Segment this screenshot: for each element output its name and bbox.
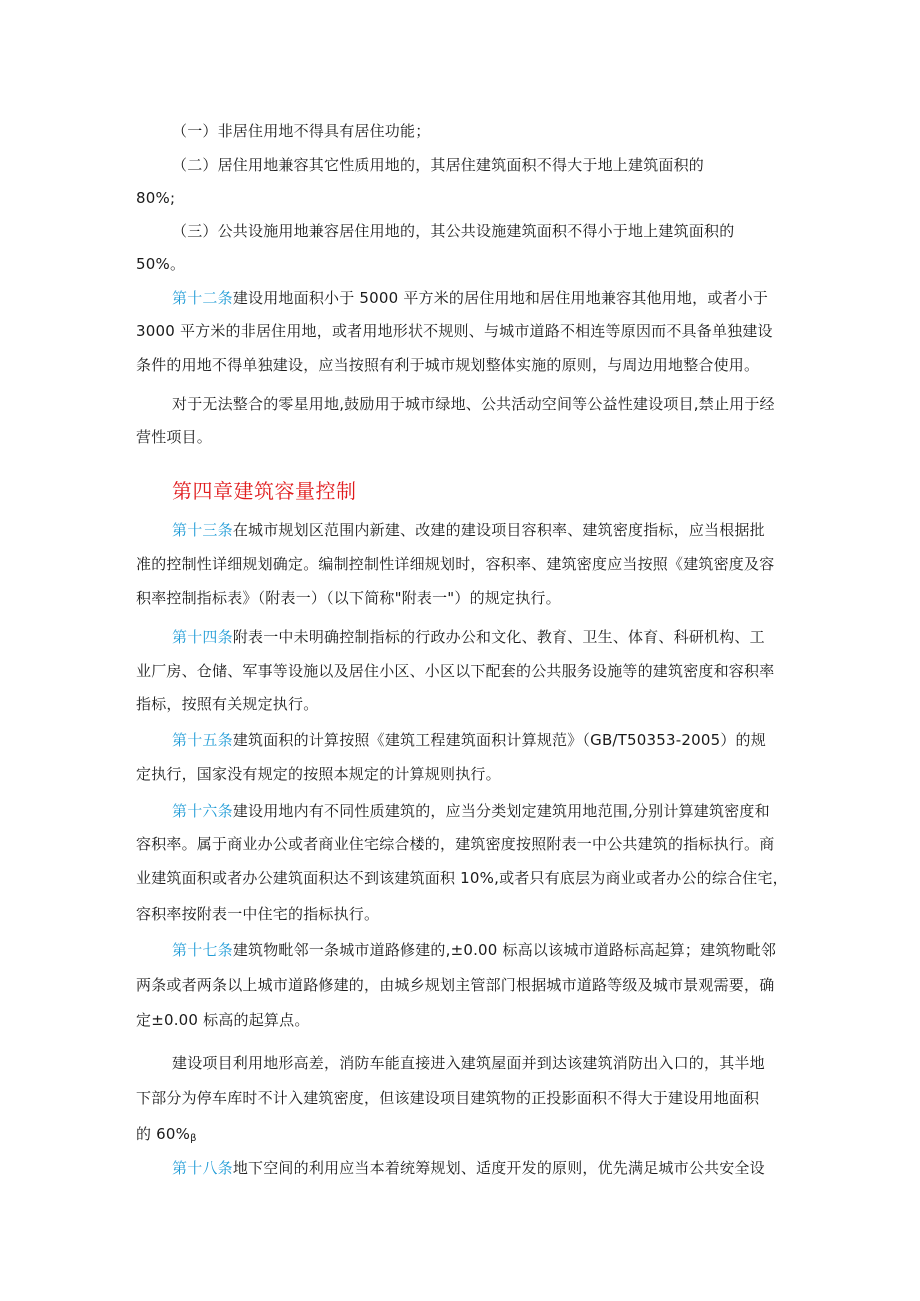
item-3-line-2: 50%。: [136, 255, 186, 273]
article-16-text: 建设用地内有不同性质建筑的，应当分类划定建筑用地范围,分别计算建筑密度和: [232, 802, 770, 820]
article-16-line-2: 容积率。属于商业办公或者商业住宅综合楼的，建筑密度按照附表一中公共建筑的指标执行。商: [136, 835, 775, 853]
article-16-line-1: [172, 801, 832, 821]
article-14-label: 第十四条: [172, 628, 233, 646]
article-12-line-2: 3000 平方米的非居住用地，或者用地形状不规则、与城市道路不相连等原因而不具备单独建设: [136, 322, 773, 340]
article-12-label: 第十二条: [172, 289, 233, 307]
article-14-line-2: 业厂房、仓储、军事等设施以及居住小区、小区以下配套的公共服务设施等的建筑密度和容积率: [136, 662, 775, 680]
terrain-para-line-3: [136, 1124, 796, 1149]
chapter-4-heading: 第四章建筑容量控制: [172, 479, 357, 503]
article-18-text: 地下空间的利用应当本着统筹规划、适度开发的原则，优先满足城市公共安全设: [232, 1159, 765, 1177]
item-1: （一）非居住用地不得具有居住功能；: [172, 122, 431, 140]
terrain-para-subscript: β: [190, 1133, 197, 1144]
article-16-line-4: 容积率按附表一中住宅的指标执行。: [136, 905, 380, 923]
article-14-line-3: 指标，按照有关规定执行。: [136, 695, 319, 713]
article-13-line-2: 准的控制性详细规划确定。编制控制性详细规划时，容积率、建筑密度应当按照《建筑密度及容: [136, 555, 775, 573]
article-14-text: 附表一中未明确控制指标的行政办公和文化、教育、卫生、体育、科研机构、工: [232, 628, 765, 646]
article-16-line-3: 业建筑面积或者办公建筑面积达不到该建筑面积 10%,或者只有底层为商业或者办公的综合住宅，: [136, 869, 788, 887]
article-17-line-3: 定±0.00 标高的起算点。: [136, 1011, 310, 1029]
article-17-label: 第十七条: [172, 941, 233, 959]
article-15-line-1: [172, 730, 832, 750]
scattered-land-line-1: 对于无法整合的零星用地,鼓励用于城市绿地、公共活动空间等公益性建设项目,禁止用于经: [172, 395, 775, 413]
item-3-line-1: （三）公共设施用地兼容居住用地的，其公共设施建筑面积不得小于地上建筑面积的: [172, 222, 735, 240]
article-16-label: 第十六条: [172, 802, 233, 820]
article-17-line-2: 两条或者两条以上城市道路修建的，由城乡规划主管部门根据城市道路等级及城市景观需要，确: [136, 976, 775, 994]
article-18-label: 第十八条: [172, 1159, 233, 1177]
article-15-label: 第十五条: [172, 731, 233, 749]
article-17-line-1: [172, 940, 832, 960]
article-17-text: 建筑物毗邻一条城市道路修建的,±0.00 标高以该城市道路标高起算；建筑物毗邻: [232, 941, 777, 959]
article-15-line-2: 定执行，国家没有规定的按照本规定的计算规则执行。: [136, 765, 501, 783]
terrain-para-line-2: 下部分为停车库时不计入建筑密度，但该建设项目建筑物的正投影面积不得大于建设用地面积: [136, 1089, 760, 1107]
item-2-line-1: （二）居住用地兼容其它性质用地的，其居住建筑面积不得大于地上建筑面积的: [172, 156, 705, 174]
article-12-line-1: [172, 288, 832, 308]
terrain-para-line-1: 建设项目利用地形高差，消防车能直接进入建筑屋面并到达该建筑消防出入口的，其半地: [172, 1054, 765, 1072]
article-13-text: 在城市规划区范围内新建、改建的建设项目容积率、建筑密度指标，应当根据批: [232, 521, 765, 539]
terrain-para-text: 的 60%: [136, 1125, 191, 1143]
article-14-line-1: [172, 627, 832, 647]
article-15-text: 建筑面积的计算按照《建筑工程建筑面积计算规范》（GB/T50353-2005）的规: [232, 731, 766, 749]
article-12-text: 建设用地面积小于 5000 平方米的居住用地和居住用地兼容其他用地，或者小于: [232, 289, 769, 307]
item-2-line-2: 80%;: [136, 189, 176, 207]
article-13-label: 第十三条: [172, 521, 233, 539]
article-13-line-1: [172, 520, 832, 540]
article-12-line-3: 条件的用地不得单独建设，应当按照有利于城市规划整体实施的原则，与周边用地整合使用。: [136, 356, 760, 374]
scattered-land-line-2: 营性项目。: [136, 428, 213, 446]
article-18-line-1: [172, 1158, 832, 1178]
article-13-line-3: 积率控制指标表》（附表一）（以下简称"附表一"）的规定执行。: [136, 589, 561, 607]
